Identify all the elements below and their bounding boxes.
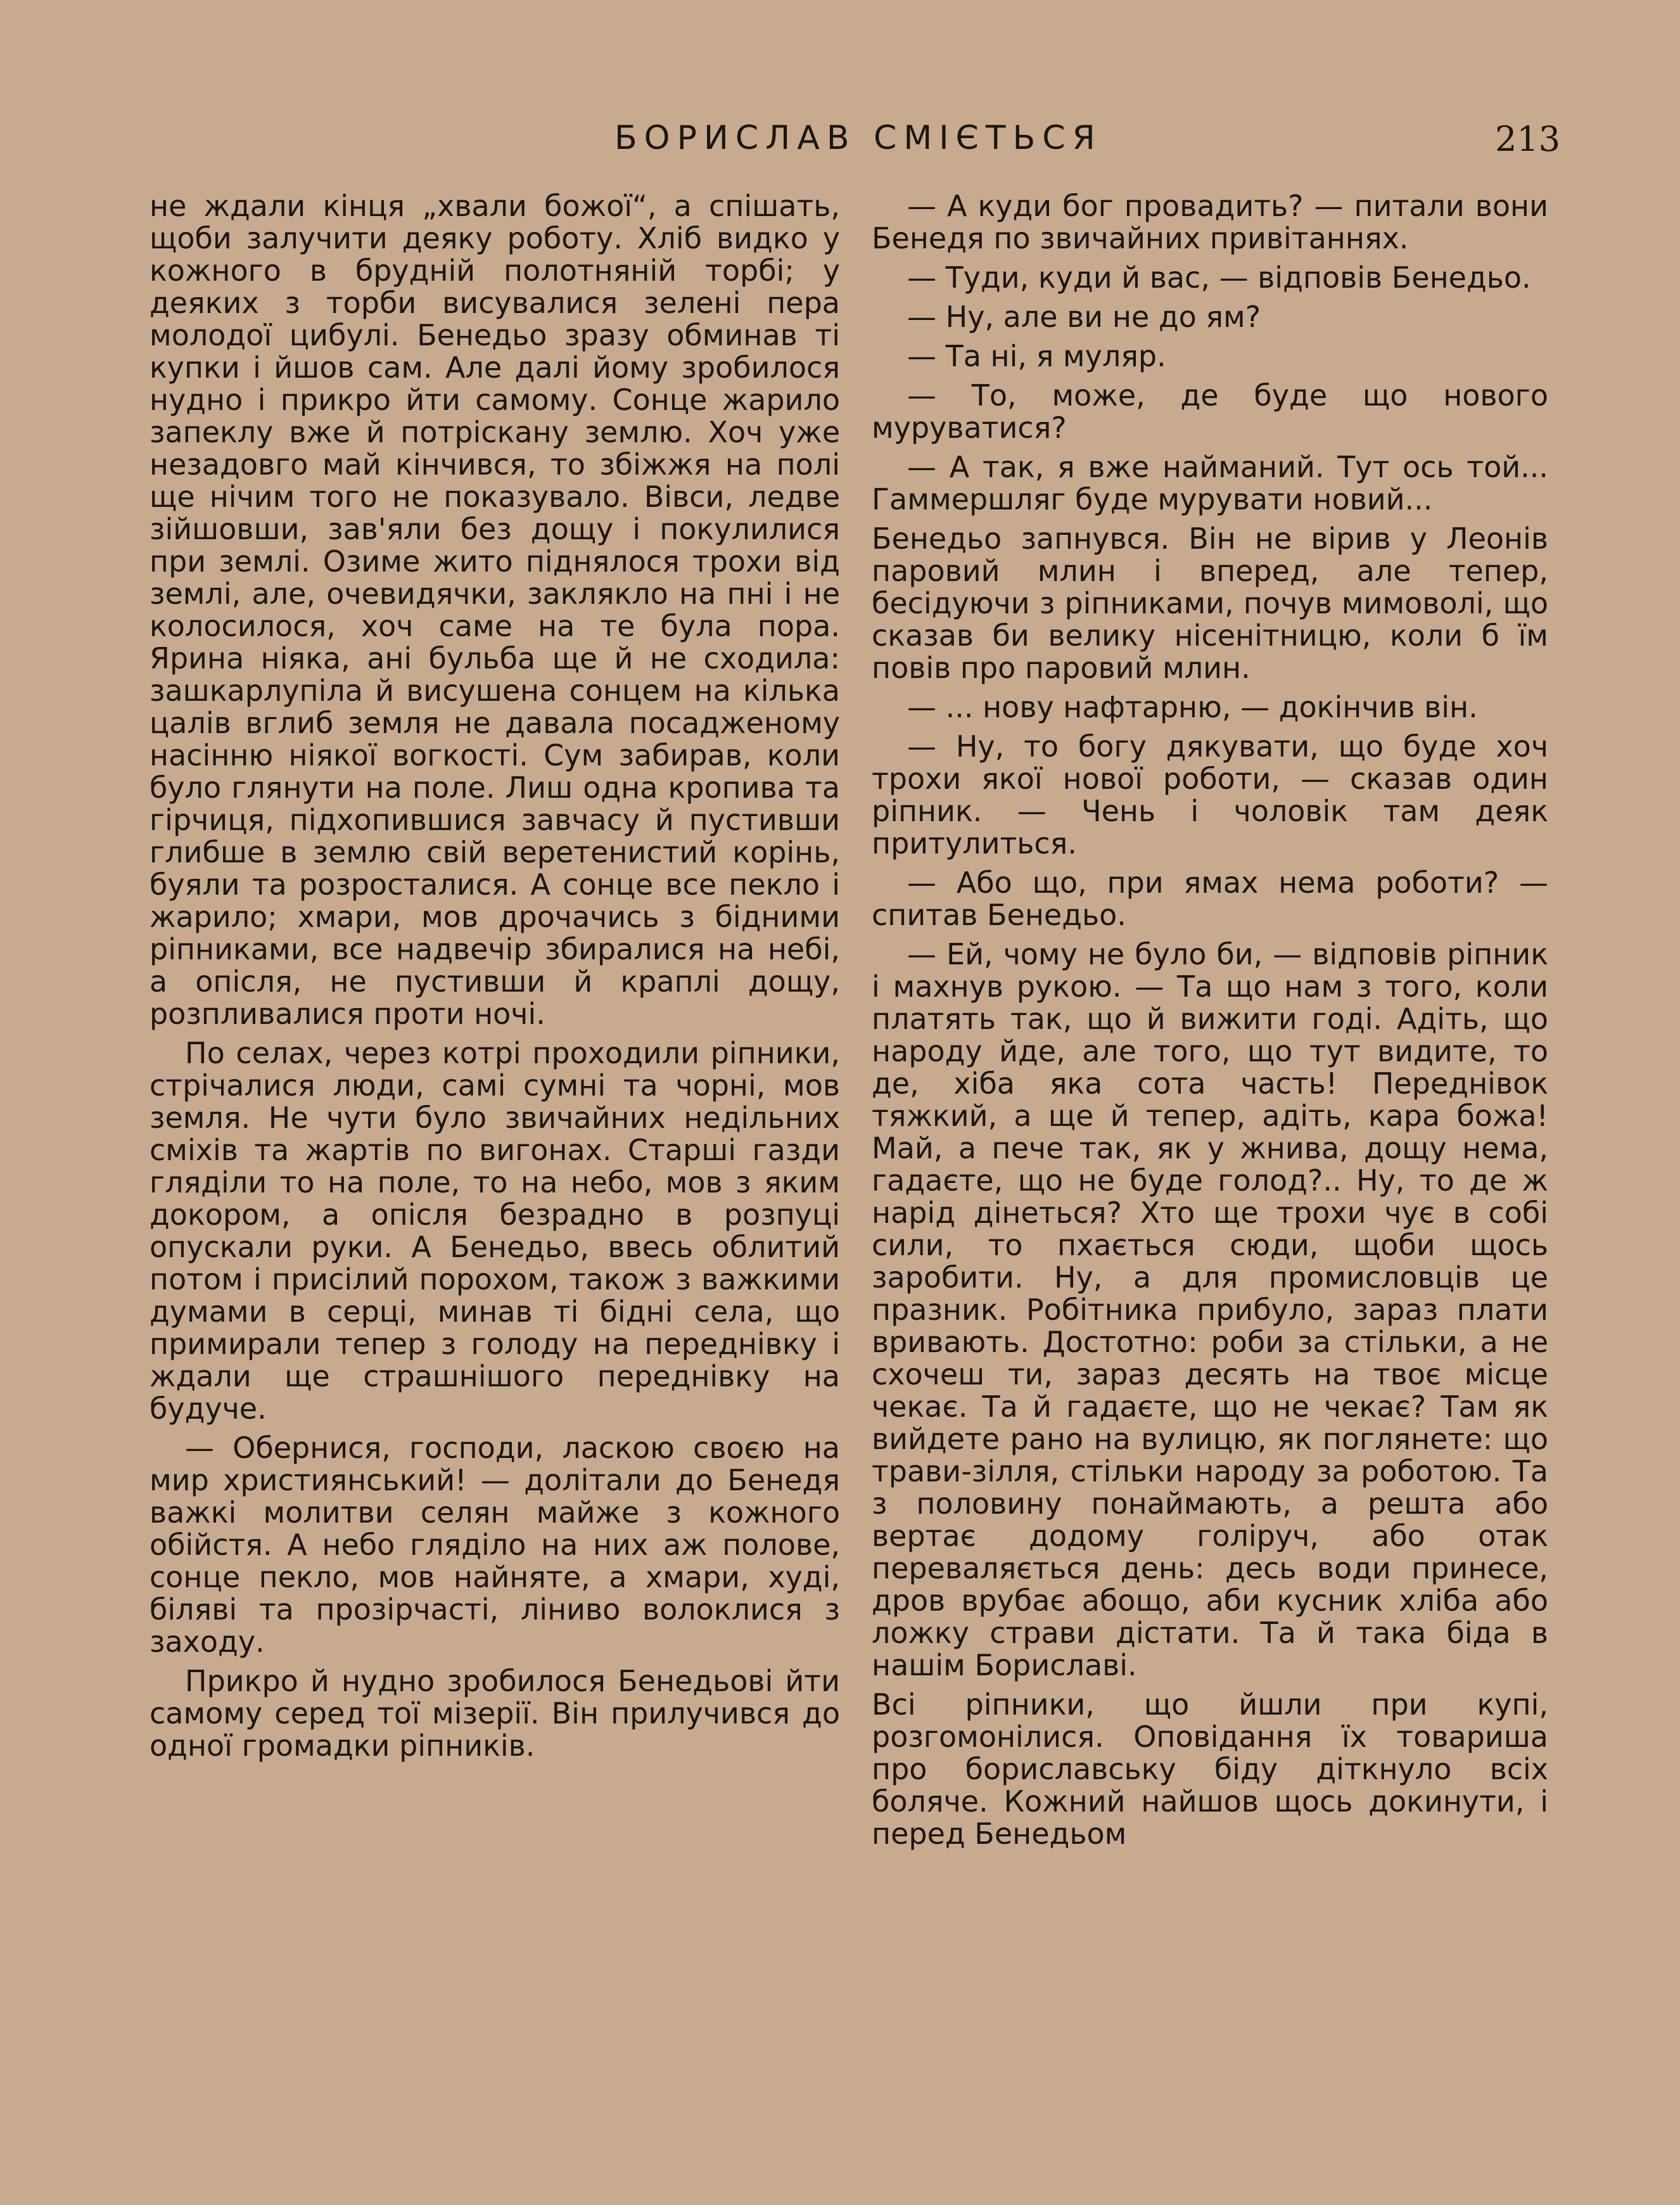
paragraph: — Та ні, я муляр. bbox=[907, 339, 1166, 373]
running-title: БОРИСЛАВ СМІЄТЬСЯ bbox=[614, 119, 1102, 157]
paragraph: Бенедьо запнувся. Він не вірив у Леонів паровий млин і вперед, але тепер, бесідуючи з ріпниками, почув мимоволі, що сказав би велику нісенітницю, коли б їм повів про паровий млин. bbox=[872, 521, 1548, 685]
paragraph: — Або що, при ямах нема роботи? — спитав Бенедьо. bbox=[872, 866, 1548, 932]
left-column bbox=[150, 190, 840, 1769]
paragraph: — А так, я вже найманий. Тут ось той... Гаммершляг буде мурувати новий... bbox=[872, 450, 1548, 516]
paragraph: — Туди, куди й вас, — відповів Бенедьо. bbox=[907, 260, 1531, 295]
paragraph: — Обернися, господи, ласкою своєю на мир християнський! — долітали до Бенедя важкі молитви селян майже з кожного обійстя. А небо гляділо на них аж полове, сонце пекло, мов найняте, а хмари, худі, біляві та прозірчасті, ліниво волоклися з заходу. bbox=[150, 1431, 840, 1659]
paragraph: не ждали кінця „хвали божої“, а спішать, щоби залучити деяку роботу. Хліб видко у кожного в брудній полотняній торбі; у деяких з торби висувалися зелені пера молодої цибулі. Бенедьо зразу обминав ті купки і йшов сам. Але далі йому зробилося нудно і прикро йти самому. Сонце жарило запеклу вже й потріскану землю. Хоч уже незадовго май кінчився, то збіжжя на полі ще нічим того не показувало. Вівси, ледве зійшовши, зав'яли без дощу і покулилися при землі. Озиме жито піднялося трохи від землі, але, очевидячки, заклякло на пні і не колосилося, хоч саме на те була пора. Ярина ніяка, ані бульба ще й не сходила: зашкарлупіла й висушена сонцем на кілька цалів вглиб земля не давала посадженому насінню ніякої вогкості. Сум забирав, коли було глянути на поле. Лиш одна кропива та гірчиця, підхопившися завчасу й пустивши глибше в землю свій веретенистий корінь, буяли та розросталися. А сонце все пекло і жарило; хмари, мов дрочачись з бідними ріпниками, все надвечір збиралися на небі, а опісля, не пустивши й краплі дощу, розпливалися проти ночі. bbox=[150, 189, 840, 1031]
paragraph: — А куди бог провадить? — питали вони Бенедя по звичайних привітаннях. bbox=[872, 189, 1548, 255]
paragraph: — То, може, де буде що нового муруватися? bbox=[872, 378, 1548, 445]
paragraph: — Ей, чому не було би, — відповів ріпник і махнув рукою. — Та що нам з того, коли платять так, що й вижити годі. Адіть, що народу йде, але того, що тут видите, то де, хіба яка сота часть! Переднівок тяжкий, а ще й тепер, адіть, кара божа! Май, а пече так, як у жнива, дощу нема, гадаєте, що не буде голод?.. Ну, то де ж нарід дінеться? Хто ще трохи чує в собі сили, то пхається сюди, щоби щось заробити. Ну, а для промисловців це празник. Робітника прибуло, зараз плати вривають. Достотно: роби за стільки, а не схочеш ти, зараз десять на твоє місце чекає. Та й гадаєте, що не чекає? Там як вийдете рано на вулицю, як поглянете: що трави-зілля, стільки народу за роботою. Та з половину понаймають, а решта або вертає додому голіруч, або отак переваляється день: десь води принесе, дров врубає абощо, аби кусник хліба або ложку страви дістати. Та й така біда в нашім Бориславі. bbox=[872, 937, 1548, 1682]
paragraph: По селах, через котрі проходили ріпники, стрічалися люди, самі сумні та чорні, мов земля. Не чути було звичайних недільних сміхів та жартів по вигонах. Старші газди гляділи то на поле, то на небо, мов з яким докором, а опісля безрадно в розпуці опускали руки. А Бенедьо, ввесь облитий потом і присілий порохом, також з важкими думами в серці, минав ті бідні села, що примирали тепер з голоду на переднівку і ждали ще страшнішого переднівку на будуче. bbox=[150, 1036, 840, 1426]
paragraph: — Ну, але ви не до ям? bbox=[907, 300, 1261, 334]
paragraph: — ... нову нафтарню, — докінчив він. bbox=[907, 690, 1478, 724]
paragraph: — Ну, то богу дякувати, що буде хоч трохи якої нової роботи, — сказав один ріпник. — Чень і чоловік там деяк притулиться. bbox=[872, 729, 1548, 860]
right-column bbox=[872, 190, 1548, 1857]
paragraph: Всі ріпники, що йшли при купі, розгомонілися. Оповідання їх товариша про бориславську біду діткнуло всіх боляче. Кожний найшов щось докинути, і перед Бенедьом bbox=[872, 1687, 1548, 1851]
page-number: 213 bbox=[1495, 119, 1561, 159]
paragraph: Прикро й нудно зробилося Бенедьові йти самому серед тої мізерії. Він прилучився до одної громадки ріпників. bbox=[150, 1664, 840, 1763]
